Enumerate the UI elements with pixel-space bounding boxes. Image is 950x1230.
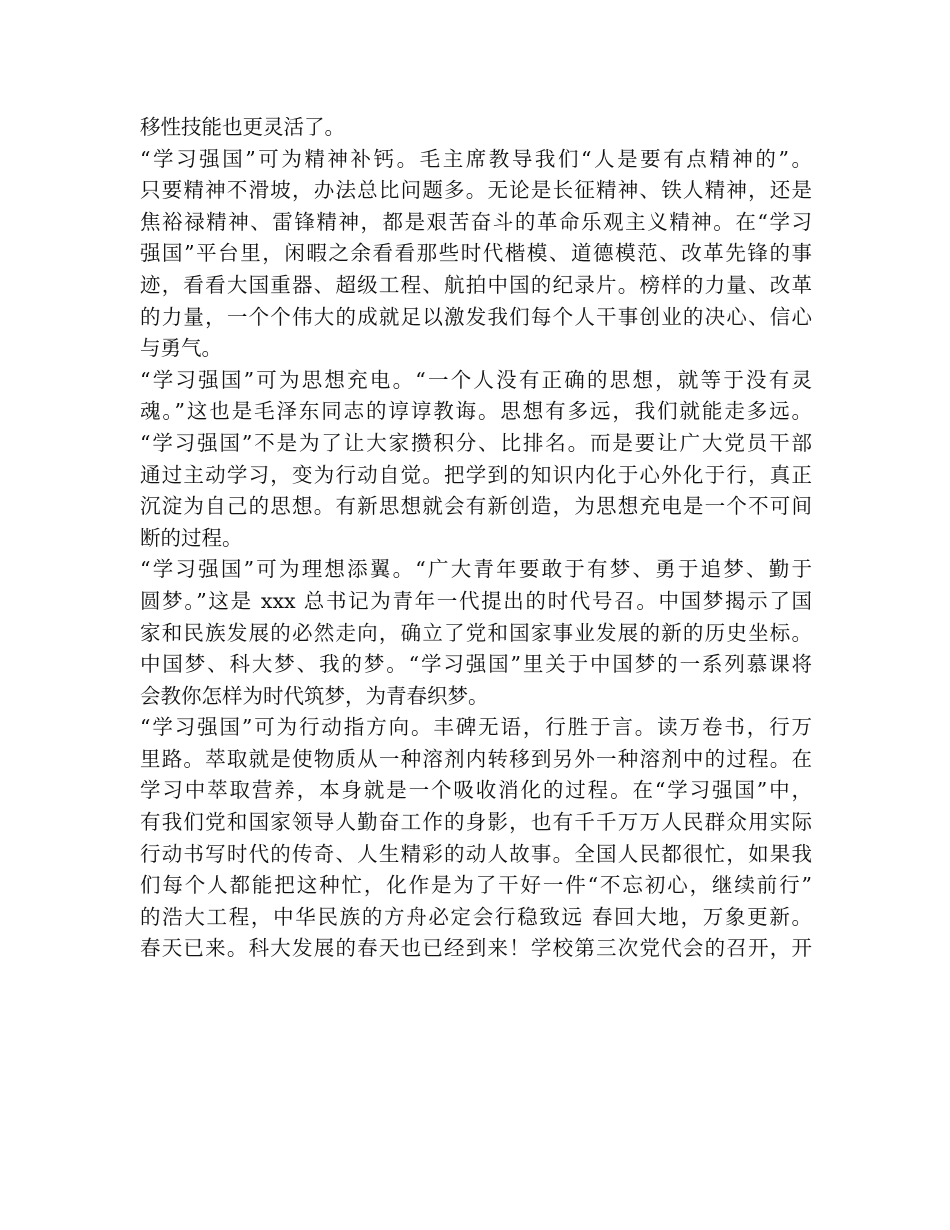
text-line: 与勇气。	[140, 336, 222, 361]
text-line: 迹，看看大国重器、超级工程、航拍中国的纪录片。榜样的力量、改革	[140, 272, 812, 297]
text-line: 的力量，一个个伟大的成就足以激发我们每个人干事创业的决心、信心	[140, 304, 812, 329]
text-line: 学习中萃取营养，本身就是一个吸收消化的过程。在“学习强国”中，	[140, 778, 812, 803]
text-line: 断的过程。	[140, 525, 243, 550]
text-line: “学习强国”可为精神补钙。毛主席教导我们“人是要有点精神的”。	[140, 146, 812, 171]
text-line: 圆梦。”这是 xxx 总书记为青年一代提出的时代号召。中国梦揭示了国	[140, 588, 812, 613]
text-line: 魂。”这也是毛泽东同志的谆谆教诲。思想有多远，我们就能走多远。	[140, 399, 812, 424]
text-line: 只要精神不滑坡，办法总比问题多。无论是长征精神、铁人精神，还是	[140, 178, 812, 203]
text-line: 通过主动学习，变为行动自觉。把学到的知识内化于心外化于行，真正	[140, 462, 812, 487]
text-line: 焦裕禄精神、雷锋精神，都是艰苦奋斗的革命乐观主义精神。在“学习	[140, 209, 812, 234]
text-line: 会教你怎样为时代筑梦，为青春织梦。	[140, 683, 489, 708]
text-line: 行动书写时代的传奇、人生精彩的动人故事。全国人民都很忙，如果我	[140, 841, 812, 866]
text-line: 沉淀为自己的思想。有新思想就会有新创造，为思想充电是一个不可间	[140, 494, 812, 519]
text-line: “学习强国”可为思想充电。“一个人没有正确的思想，就等于没有灵	[140, 367, 812, 392]
text-line: 春天已来。科大发展的春天也已经到来！学校第三次党代会的召开，开	[140, 936, 812, 961]
text-line: “学习强国”可为行动指方向。丰碑无语，行胜于言。读万卷书，行万	[140, 715, 812, 740]
text-line: 的浩大工程，中华民族的方舟必定会行稳致远 春回大地，万象更新。	[140, 904, 812, 929]
text-line: 强国”平台里，闲暇之余看看那些时代楷模、道德模范、改革先锋的事	[140, 241, 812, 266]
text-line: 们每个人都能把这种忙，化作是为了干好一件“不忘初心，继续前行”	[140, 873, 812, 898]
text-line: 家和民族发展的必然走向，确立了党和国家事业发展的新的历史坐标。	[140, 620, 812, 645]
body-text	[140, 112, 812, 965]
text-line: 里路。萃取就是使物质从一种溶剂内转移到另外一种溶剂中的过程。在	[140, 746, 812, 771]
text-line: “学习强国”不是为了让大家攒积分、比排名。而是要让广大党员干部	[140, 430, 812, 455]
text-line: “学习强国”可为理想添翼。“广大青年要敢于有梦、勇于追梦、勤于	[140, 557, 812, 582]
text-line: 有我们党和国家领导人勤奋工作的身影，也有千千万万人民群众用实际	[140, 810, 812, 835]
text-line: 移性技能也更灵活了。	[140, 115, 345, 139]
text-line: 中国梦、科大梦、我的梦。“学习强国”里关于中国梦的一系列慕课将	[140, 652, 812, 677]
